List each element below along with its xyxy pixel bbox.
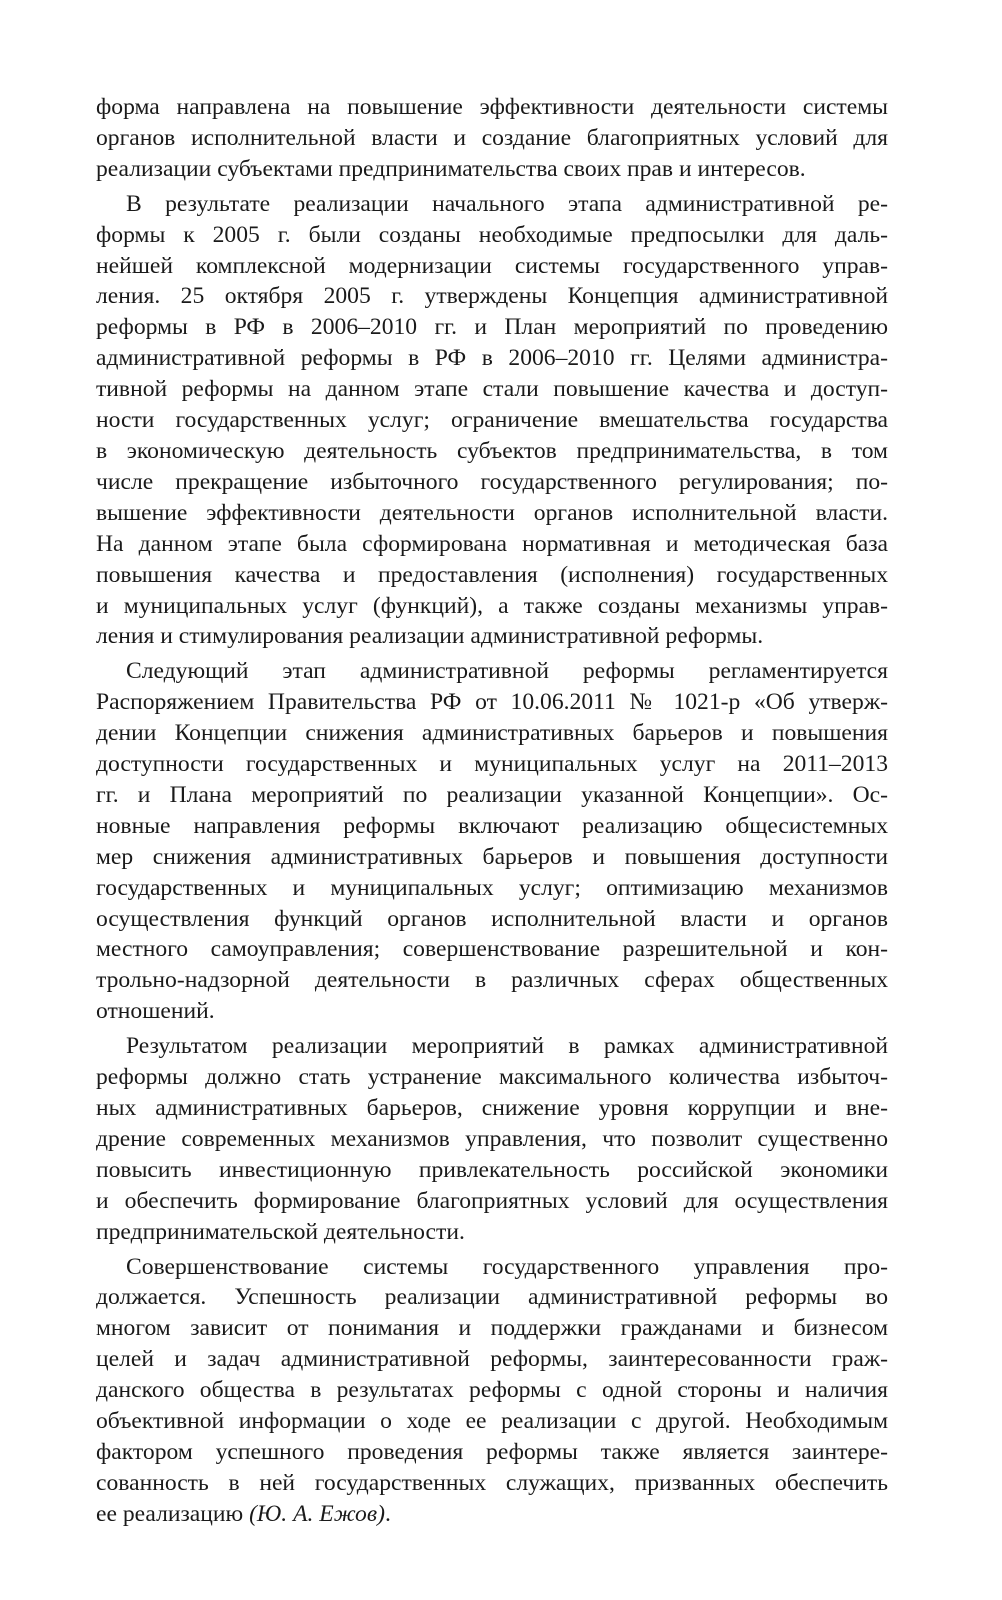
text-line: дрение современных механизмов управления, что позволит существенно [96,1125,888,1152]
final-punctuation: . [384,1500,391,1527]
text-line: объективной информации о ходе ее реализации с другой. Необходимым [96,1408,888,1435]
text-line: местного самоуправления; совершенствование разрешительной и кон- [96,936,888,963]
text-line: государственных и муниципальных услуг; оптимизацию механизмов [96,874,888,901]
paragraph-3 [96,656,888,1027]
page-body [96,92,888,1534]
text-line: новные направления реформы включают реализацию общесистемных [96,812,888,839]
text-line: фактором успешного проведения реформы также является заинтере- [96,1438,888,1465]
text-line: форма направлена на повышение эффективности деятельности системы [96,94,888,120]
text-line: ления и стимулирования реализации административной реформы. [96,623,764,650]
text-line: ления. 25 октября 2005 г. утверждены Концепция административной [96,283,888,310]
text-line: трольно-надзорной деятельности в различных сферах общественных [96,967,888,994]
text-line: нейшей комплексной модернизации системы государственного управ- [96,252,888,279]
text-line: повышения качества и предоставления (исполнения) государственных [96,561,888,588]
text-line: реформы в РФ в 2006–2010 гг. и План мероприятий по проведению [96,314,888,341]
text-line: предпринимательской деятельности. [96,1218,465,1245]
text-line: мер снижения административных барьеров и повышения доступности [96,843,888,870]
text-line: В результате реализации начального этапа административной ре- [126,190,888,217]
paragraph-5 [96,1252,888,1530]
text-line: Распоряжением Правительства РФ от 10.06.2011 № 1021-р «Об утверж- [96,689,888,716]
text-line: сованность в ней государственных служащих, призванных обеспечить [96,1469,888,1496]
text-line: осуществления функций органов исполнительной власти и органов [96,905,888,932]
text-line: многом зависит от понимания и поддержки гражданами и бизнесом [96,1315,888,1342]
text-line: и муниципальных услуг (функций), а также созданы механизмы управ- [96,592,888,619]
text-line: реформы должно стать устранение максимального количества избыточ- [96,1064,888,1091]
final-text: ее реализацию [96,1500,250,1527]
text-line: вышение эффективности деятельности органов исполнительной власти. [96,499,888,526]
text-line: ных административных барьеров, снижение уровня коррупции и вне- [96,1095,888,1121]
text-line: тивной реформы на данном этапе стали повышение качества и доступ- [96,376,888,403]
text-line: повысить инвестиционную привлекательность российской экономики [96,1156,888,1183]
text-line: доступности государственных и муниципальных услуг на 2011–2013 [96,751,888,778]
paragraph-1 [96,92,888,185]
text-line: отношений. [96,998,215,1025]
text-line: в экономическую деятельность субъектов предпринимательства, в том [96,437,888,464]
text-line: дении Концепции снижения административных барьеров и повышения [96,720,888,747]
text-line: Следующий этап административной реформы регламентируется [126,658,888,685]
text-line: числе прекращение избыточного государственного регулирования; по- [96,468,888,495]
author-attribution: (Ю. А. Ежов) [249,1500,385,1527]
text-line-final [96,1499,888,1530]
text-line: Совершенствование системы государственного управления про- [126,1253,888,1280]
text-line: гг. и Плана мероприятий по реализации указанной Концепции». Ос- [96,781,888,808]
paragraph-2 [96,189,888,653]
text-line: реализации субъектами предпринимательства своих прав и интересов. [96,155,806,182]
text-line: ности государственных услуг; ограничение вмешательства государства [96,407,888,434]
text-line: формы к 2005 г. были созданы необходимые предпосылки для даль- [96,221,888,248]
text-line: органов исполнительной власти и создание благоприятных условий для [96,124,888,151]
text-line: Результатом реализации мероприятий в рамках административной [126,1033,888,1060]
text-line: данского общества в результатах реформы с одной стороны и наличия [96,1377,888,1404]
text-line: административной реформы в РФ в 2006–2010 гг. Целями администра- [96,345,888,372]
text-line: На данном этапе была сформирована нормативная и методическая база [96,530,888,557]
text-line: целей и задач административной реформы, заинтересованности граж- [96,1346,888,1373]
paragraph-4 [96,1031,888,1247]
text-line: должается. Успешность реализации административной реформы во [96,1284,888,1311]
text-line: и обеспечить формирование благоприятных условий для осуществления [96,1187,888,1214]
